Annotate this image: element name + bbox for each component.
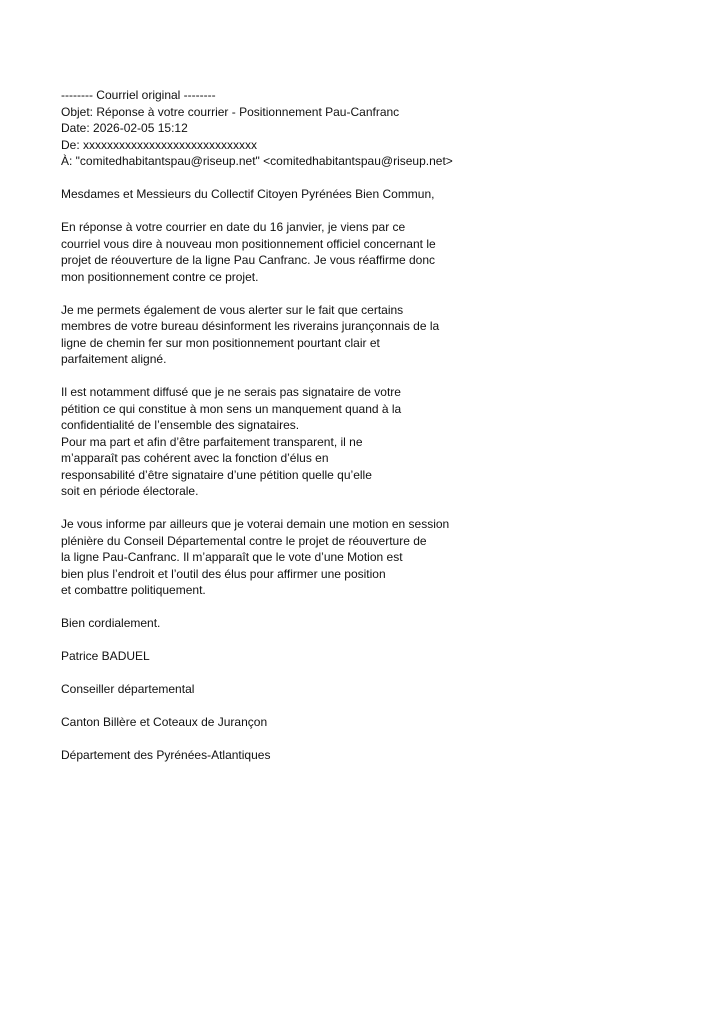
paragraph-1 [61,219,681,285]
paragraph-line: Je me permets également de vous alerter sur le fait que certains [61,302,404,317]
paragraph-3 [61,384,681,500]
paragraph-2 [61,302,681,368]
closing: Bien cordialement. [61,616,161,630]
paragraph-line: Pour ma part et afin d’être parfaitement transparent, il ne [61,434,363,449]
signature-title: Conseiller départemental [61,682,195,696]
paragraph-line: En réponse à votre courrier en date du 16 janvier, je viens par ce [61,220,406,234]
paragraph-line: Il est notamment diffusé que je ne serais pas signataire de votre [61,385,401,399]
paragraph-line: projet de réouverture de la ligne Pau Canfranc. Je vous réaffirme donc [61,253,435,267]
paragraph-line: Je vous informe par ailleurs que je voterai demain une motion en session [61,517,450,531]
date-line: Date: 2026-02-05 15:12 [61,121,188,135]
signature-department: Département des Pyrénées-Atlantiques [61,748,271,762]
paragraph-line: responsabilité d’être signataire d’une pétition quelle qu’elle [61,467,372,482]
paragraph-line: membres de votre bureau désinforment les riverains jurançonnais de la [61,319,440,333]
paragraph-4 [61,516,681,599]
signature-name: Patrice BADUEL [61,649,150,663]
to-line: À: "comitedhabitantspau@riseup.net" <comitedhabitantspau@riseup.net> [61,154,453,168]
paragraph-line: parfaitement aligné. [61,352,167,366]
paragraph-line: et combattre politiquement. [61,583,206,597]
from-line: De: xxxxxxxxxxxxxxxxxxxxxxxxxxxxx [61,137,258,152]
paragraph-line: soit en période électorale. [61,484,199,498]
signature-canton: Canton Billère et Coteaux de Jurançon [61,715,268,729]
paragraph-line: ligne de chemin fer sur mon positionnement pourtant clair et [61,335,380,350]
paragraph-line: m’apparaît pas cohérent avec la fonction d’élus en [61,451,329,465]
greeting: Mesdames et Messieurs du Collectif Citoyen Pyrénées Bien Commun, [61,187,435,201]
paragraph-line: mon positionnement contre ce projet. [61,269,259,284]
original-message-separator: -------- Courriel original -------- [61,88,216,102]
paragraph-line: courriel vous dire à nouveau mon positionnement officiel concernant le [61,236,436,251]
paragraph-line: plénière du Conseil Départemental contre le projet de réouverture de [61,533,427,548]
email-header [61,87,681,170]
email-document [61,87,681,764]
paragraph-line: bien plus l’endroit et l’outil des élus pour affirmer une position [61,566,386,581]
paragraph-line: pétition ce qui constitue à mon sens un manquement quand à la [61,401,402,416]
paragraph-line: la ligne Pau-Canfranc. Il m’apparaît que le vote d’une Motion est [61,550,403,564]
subject-line: Objet: Réponse à votre courrier - Positionnement Pau-Canfranc [61,104,400,119]
paragraph-line: confidentialité de l’ensemble des signataires. [61,418,300,432]
